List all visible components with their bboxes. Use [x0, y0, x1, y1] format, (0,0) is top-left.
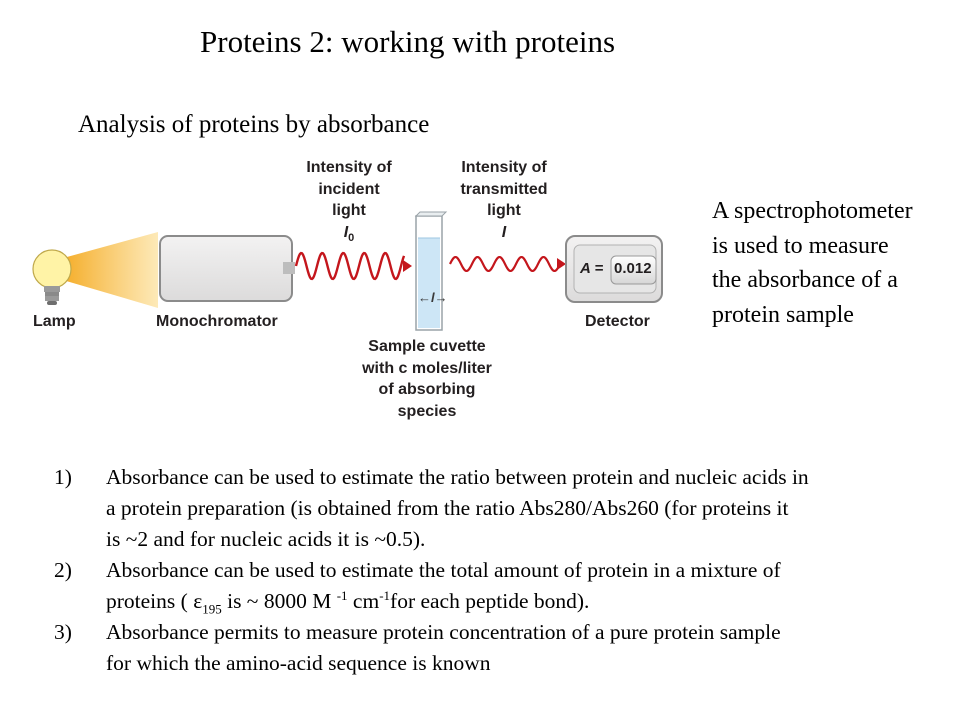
readout-prefix: A =: [580, 260, 604, 277]
side-note-line: A spectrophotometer: [712, 198, 913, 224]
item-number: 2): [54, 558, 72, 582]
numbered-points: [54, 462, 944, 679]
side-note-line: protein sample: [712, 301, 854, 328]
spectrophotometer-diagram: [0, 150, 700, 430]
list-item: [54, 555, 944, 617]
path-length-marker: ←l→: [418, 290, 448, 305]
slide-title: Proteins 2: working with proteins: [200, 24, 616, 59]
transmitted-arrowhead: [557, 258, 566, 270]
monochromator-label: Monochromator: [156, 313, 278, 330]
item-line: Absorbance permits to measure protein concentration of a pure protein sample: [106, 620, 781, 644]
incident-arrowhead: [403, 260, 412, 272]
item-number: 1): [54, 465, 72, 489]
monochromator-box: [160, 236, 292, 301]
incident-light-wave: [296, 253, 404, 279]
lamp-icon: [33, 250, 71, 305]
side-note: [712, 194, 913, 332]
item-line: a protein preparation (is obtained from the ratio Abs280/Abs260 (for proteins it: [106, 496, 789, 520]
extinction-coefficient: $\varepsilon_{195}$: [193, 589, 222, 617]
item-line: Absorbance can be used to estimate the ratio between protein and nucleic acids in: [106, 465, 809, 489]
detector-label: Detector: [585, 313, 650, 330]
transmitted-light-label: Intensity of transmitted light I: [442, 157, 566, 243]
side-note-line: the absorbance of a: [712, 267, 898, 293]
list-item: [54, 617, 944, 679]
incident-light-label: Intensity of incident light $I_0$: [288, 157, 410, 243]
item-line: Absorbance can be used to estimate the total amount of protein in a mixture of: [106, 558, 781, 582]
cuvette-label: Sample cuvette with c moles/liter of absorbing species: [362, 338, 492, 420]
incident-intensity-symbol: $I_0$: [343, 223, 355, 244]
item-number: 3): [54, 620, 72, 644]
item-line: proteins ( $\varepsilon_{195}$ is ~ 8000 M $^{-1}$ $cm^{-1}for$ each peptide bond).: [106, 587, 590, 617]
item-line: for which the amino-acid sequence is known: [106, 651, 491, 675]
section-heading: Analysis of proteins by absorbance: [78, 111, 430, 138]
lamp-label: Lamp: [33, 313, 76, 330]
transmitted-intensity-symbol: I: [501, 223, 507, 241]
item-line: is ~2 and for nucleic acids it is ~0.5).: [106, 527, 426, 551]
side-note-line: is used to measure: [712, 232, 889, 259]
readout-value: 0.012: [614, 260, 652, 277]
transmitted-light-wave: [450, 257, 558, 271]
list-item: [54, 462, 944, 555]
